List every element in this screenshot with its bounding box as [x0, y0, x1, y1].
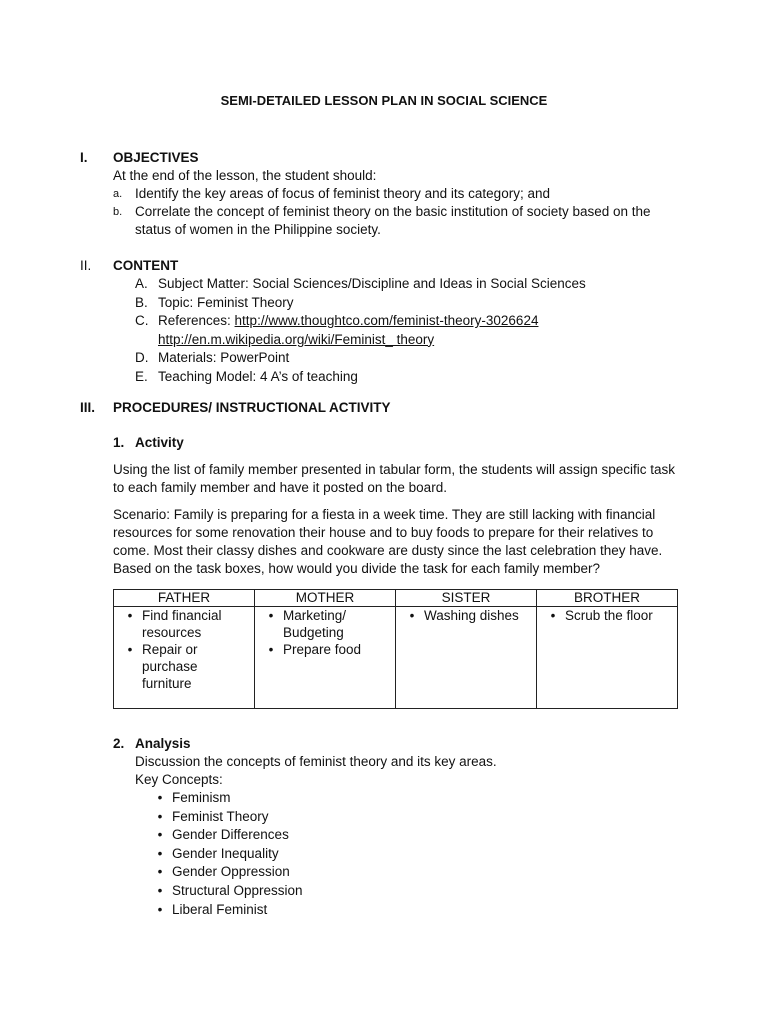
concept-text: Gender Inequality [172, 845, 279, 861]
concept-text: Structural Oppression [172, 882, 303, 898]
item-text: Teaching Model: 4 A’s of teaching [158, 368, 358, 384]
column-header-mother: MOTHER [255, 590, 396, 607]
objective-item [113, 203, 680, 239]
brother-tasks-cell [537, 607, 678, 709]
content-references-2 [135, 331, 680, 350]
activity-scenario: Scenario: Family is preparing for a fiesta in a week time. They are still lacking with financial resources for some renovation their house and to buy foods to prepare for their relatives to come. Most their classy dishes and cookware are dusty since the last celebration they have. Based on the task boxes, how would you divide the task for each family member? [113, 507, 663, 576]
list-item: • Find financial resources [118, 607, 250, 641]
subsection-number: 2. [113, 736, 125, 751]
content-subject [135, 275, 680, 294]
item-marker: b. [113, 206, 123, 218]
list-item: • Gender Differences [148, 826, 680, 845]
list-item: • Scrub the floor [541, 607, 673, 624]
item-marker: C. [135, 313, 149, 328]
list-item: • Repair or purchase furniture [118, 641, 250, 692]
list-item: • Liberal Feminist [148, 901, 680, 920]
item-text: Correlate the concept of feminist theory on the basic institution of society based on the status of women in the Philippine society. [135, 204, 651, 237]
objective-item [113, 185, 680, 203]
column-header-father: FATHER [114, 590, 255, 607]
list-item: • Prepare food [259, 641, 391, 658]
column-header-sister: SISTER [396, 590, 537, 607]
key-concepts-list [148, 789, 680, 919]
task-text: Prepare food [283, 642, 362, 657]
item-text: Materials: PowerPoint [158, 350, 290, 365]
key-concepts-label: Key Concepts: [135, 772, 223, 787]
section-heading: PROCEDURES/ INSTRUCTIONAL ACTIVITY [113, 400, 391, 415]
item-marker: A. [135, 276, 148, 291]
section-heading: OBJECTIVES [113, 150, 199, 165]
table-row [114, 607, 678, 709]
list-item: • Structural Oppression [148, 882, 680, 901]
activity-heading [113, 434, 680, 452]
analysis-heading [113, 735, 680, 753]
reference-link-thoughtco[interactable]: http://www.thoughtco.com/feminist-theory-3026624 [234, 313, 539, 328]
section-heading: CONTENT [113, 258, 179, 273]
list-item: • Gender Inequality [148, 845, 680, 864]
subsection-title: Analysis [135, 736, 191, 751]
list-item: • Gender Oppression [148, 863, 680, 882]
content-references [135, 312, 680, 331]
document-title: SEMI-DETAILED LESSON PLAN IN SOCIAL SCIENCE [220, 93, 548, 108]
item-marker: B. [135, 294, 148, 310]
activity-section [80, 434, 680, 587]
content-model [135, 368, 680, 387]
concept-text: Gender Oppression [172, 864, 290, 880]
section-number: II. [80, 258, 92, 273]
procedures-section [80, 399, 680, 417]
item-text: Topic: Feminist Theory [158, 294, 294, 310]
concept-text: Liberal Feminist [172, 901, 268, 917]
list-item: • Feminist Theory [148, 808, 680, 827]
concept-text: Gender Differences [172, 827, 289, 843]
family-task-table [113, 589, 678, 709]
content-topic [135, 294, 680, 313]
list-item: • Marketing/ Budgeting [259, 607, 391, 641]
mother-tasks-cell [255, 607, 396, 709]
objectives-section [80, 149, 680, 239]
references-label: References: [158, 313, 235, 328]
concept-text: Feminist Theory [172, 808, 269, 824]
item-text: Identify the key areas of focus of feminist theory and its category; and [135, 186, 550, 201]
item-marker: D. [135, 350, 149, 365]
father-tasks-cell [114, 607, 255, 709]
reference-link-wikipedia[interactable]: http://en.m.wikipedia.org/wiki/Feminist_ theory [158, 331, 435, 347]
task-text: Washing dishes [424, 608, 519, 623]
subsection-number: 1. [113, 435, 125, 450]
item-marker: E. [135, 368, 148, 384]
analysis-description: Discussion the concepts of feminist theory and its key areas. [135, 754, 497, 769]
table-header-row [114, 590, 678, 607]
column-header-brother: BROTHER [537, 590, 678, 607]
section-number: I. [80, 150, 88, 165]
list-item: • Feminism [148, 789, 680, 808]
list-item: • Washing dishes [400, 607, 532, 624]
task-text: Find financial resources [142, 608, 222, 640]
objectives-intro: At the end of the lesson, the student should: [113, 168, 377, 183]
item-text: Subject Matter: Social Sciences/Discipline and Ideas in Social Sciences [158, 276, 586, 291]
activity-instructions: Using the list of family member presented in tabular form, the students will assign specific task to each family member and have it posted on the board. [113, 462, 675, 495]
subsection-title: Activity [135, 435, 184, 450]
content-section [80, 257, 680, 386]
task-text: Repair or purchase furniture [142, 642, 198, 691]
content-materials [135, 349, 680, 368]
section-number: III. [80, 400, 96, 415]
sister-tasks-cell [396, 607, 537, 709]
analysis-section [80, 735, 680, 919]
task-text: Scrub the floor [565, 608, 653, 623]
concept-text: Feminism [172, 790, 231, 805]
item-marker: a. [113, 188, 123, 200]
task-text: Marketing/ Budgeting [283, 608, 347, 640]
